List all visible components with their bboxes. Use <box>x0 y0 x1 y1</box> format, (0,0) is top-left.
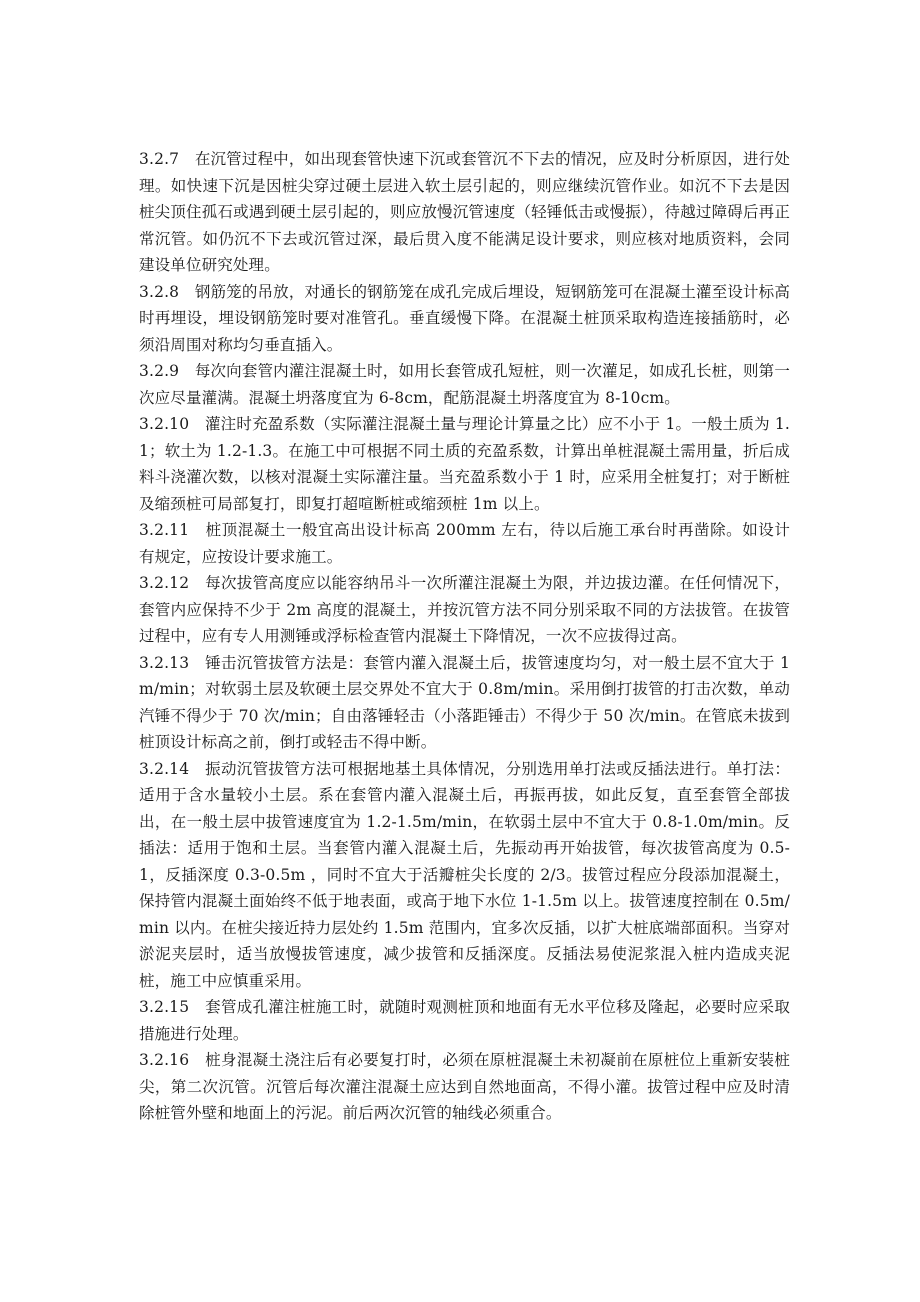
section-3-2-7: 3.2.7 在沉管过程中，如出现套管快速下沉或套管沉不下去的情况，应及时分析原因，进行处理。如快速下沉是因桩尖穿过硬土层进入软土层引起的，则应继续沉管作业。如沉不下去是因桩尖顶住孤石或遇到硬土层引起的，则应放慢沉管速度（轻锤低击或慢振），待越过障碍后再正常沉管。如仍沉不下去或沉管过深，最后贯入度不能满足设计要求，则应核对地质资料，会同建设单位研究处理。 <box>139 150 790 274</box>
section-3-2-8: 3.2.8 钢筋笼的吊放，对通长的钢筋笼在成孔完成后埋设，短钢筋笼可在混凝土灌至设计标高时再埋设，埋设钢筋笼时要对准管孔。垂直缓慢下降。在混凝土桩顶采取构造连接插筋时，必须沿周围对称均匀垂直插入。 <box>139 282 790 354</box>
document-body <box>139 146 790 1127</box>
section-3-2-11: 3.2.11 桩顶混凝土一般宜高出设计标高 200mm 左右，待以后施工承台时再凿除。如设计有规定，应按设计要求施工。 <box>139 521 790 566</box>
section-3-2-16: 3.2.16 桩身混凝土浇注后有必要复打时，必须在原桩混凝土未初凝前在原桩位上重新安装桩尖，第二次沉管。沉管后每次灌注混凝土应达到自然地面高，不得小灌。拔管过程中应及时清除桩管外壁和地面上的污泥。前后两次沉管的轴线必须重合。 <box>139 1051 790 1122</box>
section-3-2-10: 3.2.10 灌注时充盈系数（实际灌注混凝土量与理论计算量之比）应不小于 1。一般土质为 1.1；软土为 1.2-1.3。在施工中可根据不同土质的充盈系数，计算出单桩混凝土需用量，折后成料斗浇灌次数，以核对混凝土实际灌注量。当充盈系数小于 1 时，应采用全桩复打；对于断桩及缩颈桩可局部复打，即复打超喧断桩或缩颈桩 1m 以上。 <box>139 415 790 513</box>
section-3-2-14: 3.2.14 振动沉管拔管方法可根据地基土具体情况，分别选用单打法或反插法进行。单打法：适用于含水量较小土层。系在套管内灌入混凝土后，再振再拔，如此反复，直至套管全部拔出，在一般土层中拔管速度宜为 1.2-1.5m/min，在软弱土层中不宜大于 0.8-1.0m/min。反插法：适用于饱和土层。当套管内灌入混凝土后，先振动再开始拔管，每次拔管高度为 0.5-1，反插深度 0.3-0.5m ，同时不宜大于活瓣桩尖长度的 2/3。拔管过程应分段添加混凝土，保持管内混凝土面始终不低于地表面，或高于地下水位 1-1.5m 以上。拔管速度控制在 0.5m/min 以内。在桩尖接近持力层处约 1.5m 范围内，宜多次反插，以扩大桩底端部面积。当穿对淤泥夹层时，适当放慢拔管速度，减少拔管和反插深度。反插法易使泥浆混入桩内造成夹泥桩，施工中应慎重采用。 <box>139 759 790 990</box>
section-3-2-9: 3.2.9 每次向套管内灌注混凝土时，如用长套管成孔短桩，则一次灌足，如成孔长桩，则第一次应尽量灌满。混凝土坍落度宜为 6-8cm，配筋混凝土坍落度宜为 8-10cm。 <box>139 362 790 407</box>
section-3-2-13: 3.2.13 锤击沉管拔管方法是：套管内灌入混凝土后，拔管速度均匀，对一般土层不宜大于 1m/min；对软弱土层及软硬土层交界处不宜大于 0.8m/min。采用倒打拔管的打击次数，单动汽锤不得少于 70 次/min；自由落锤轻击（小落距锤击）不得少于 50 次/min。在管底未拔到桩顶设计标高之前，倒打或轻击不得中断。 <box>139 653 790 751</box>
section-3-2-12: 3.2.12 每次拔管高度应以能容纳吊斗一次所灌注混凝土为限，并边拔边灌。在任何情况下，套管内应保持不少于 2m 高度的混凝土，并按沉管方法不同分别采取不同的方法拔管。在拔管过程中，应有专人用测锤或浮标检查管内混凝土下降情况，一次不应拔得过高。 <box>139 574 790 645</box>
section-3-2-15: 3.2.15 套管成孔灌注桩施工时，就随时观测桩顶和地面有无水平位移及隆起，必要时应采取措施进行处理。 <box>139 998 790 1043</box>
